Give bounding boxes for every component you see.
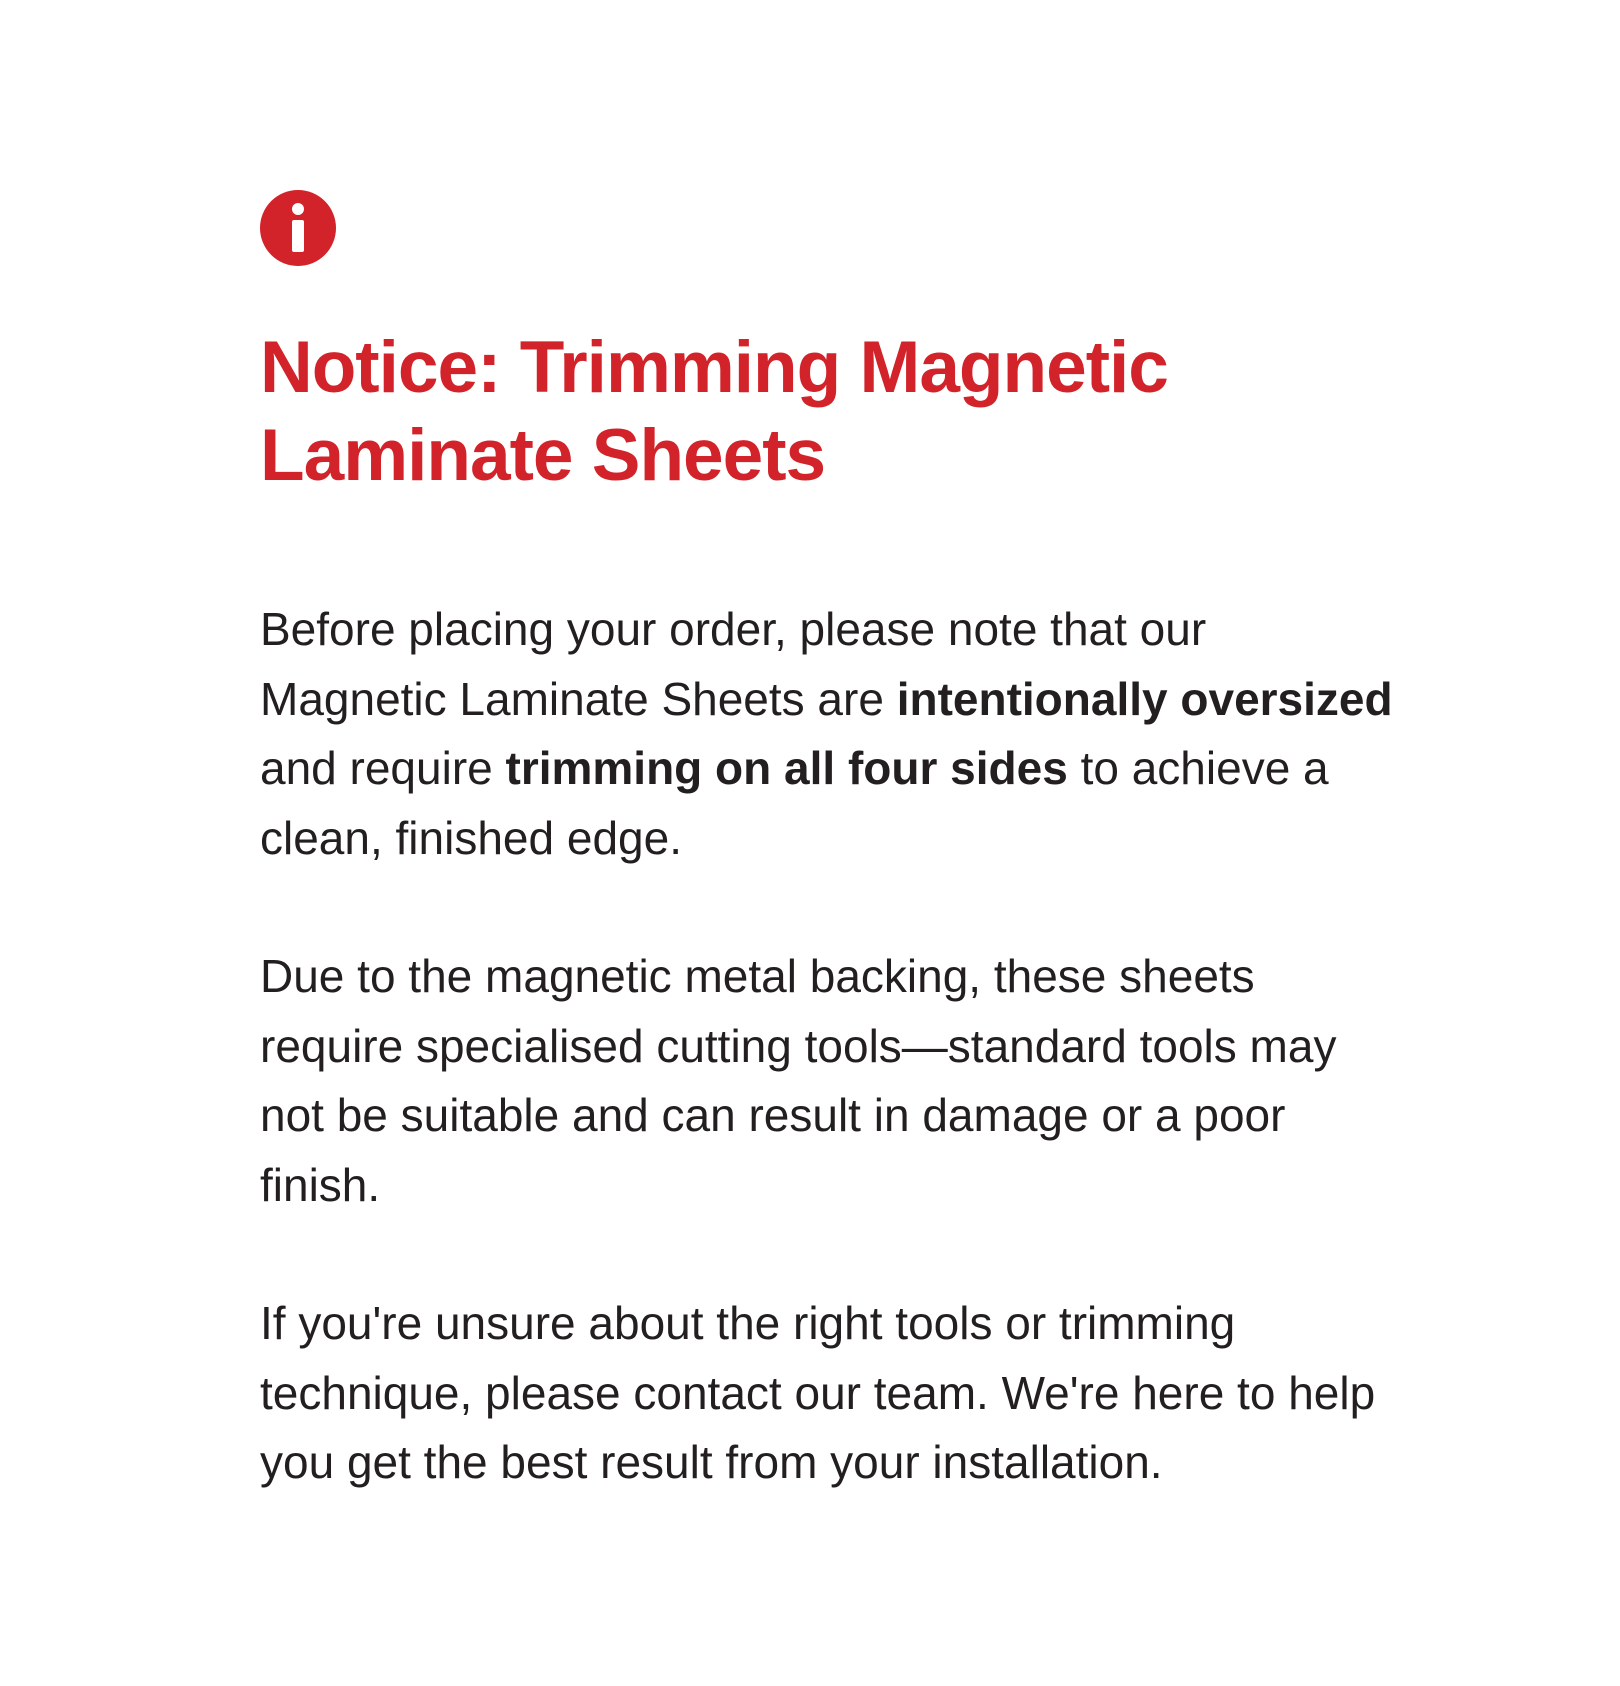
info-icon-stem [292,220,304,252]
notice-title-line-1: Notice: Trimming Magnetic [260,327,1168,408]
paragraph-trimming-requirement [260,595,1400,873]
paragraph-1-bold-four-sides: trimming on all four sides [505,742,1068,794]
paragraph-1-text-a: Before placing your order, please note that our Magnetic Laminate Sheets are [260,603,1207,725]
paragraph-cutting-tools: Due to the magnetic metal backing, these sheets require specialised cutting tools—standard tools may not be suitable and can result in damage or a poor finish. [260,950,1337,1211]
notice-panel [260,190,1400,1567]
paragraph-1-text-b: and require [260,742,506,794]
paragraph-1-bold-oversized: intentionally oversized [896,672,1393,725]
notice-title [260,324,1400,500]
paragraph-1-text-c: to achieve a clean, finished edge. [260,742,1329,864]
paragraph-contact-team: If you're unsure about the right tools or trimming technique, please contact our team. We're here to help you get the best result from your installation. [260,1297,1376,1488]
info-icon [260,190,336,266]
notice-body [260,595,1400,1498]
notice-title-line-2: Laminate Sheets [260,415,826,496]
info-icon-dot [292,203,304,215]
